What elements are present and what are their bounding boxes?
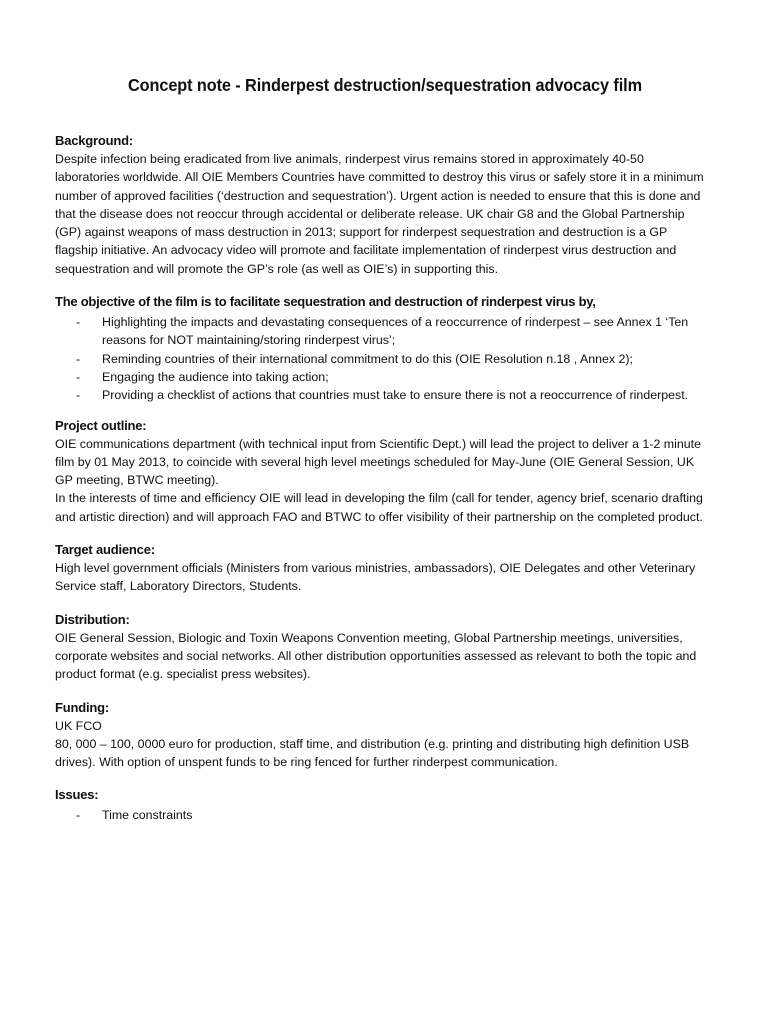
issues-heading: Issues: [55, 787, 99, 803]
dash-bullet: - [76, 369, 81, 384]
funding-heading: Funding: [55, 699, 109, 715]
background-text: Despite infection being eradicated from live animals, rinderpest virus remains stored in approximately 40-50 laboratories worldwide. All OIE Members Countries have committed to destroy this virus or safely store it in a minimum number of approved facilities (‘destruction and sequestration’). Urgent action is needed to ensure that this is done and that the disease does not reoccur through accidental or deliberate release. UK chair G8 and the Global Partnership (GP) against weapons of mass destruction in 2013; support for rinderpest sequestration and destruction is a GP flagship initiative. An advocacy video will promote and facilitate implementation of rinderpest virus destruction and sequestration and will promote the GP’s role (as well as OIE’s) in supporting this. [55, 152, 704, 276]
project-outline-text-2: In the interests of time and efficiency OIE will lead in developing the film (call for tender, agency brief, scenario drafting and artistic direction) and will approach FAO and BTWC to offer visibility of their partnership on the completed product. [55, 491, 703, 524]
list-item: - Highlighting the impacts and devastating consequences of a reoccurrence of rinderpest – see Annex 1 ‘Ten reasons for NOT maintaining/storing rinderpest virus’; [76, 315, 689, 348]
target-audience-text: High level government officials (Ministers from various ministries, ambassadors), OIE Delegates and other Veterinary Service staff, Laboratory Directors, Students. [55, 561, 696, 594]
issues-list [55, 806, 712, 824]
dash-bullet: - [76, 351, 81, 366]
objective-section [55, 293, 712, 404]
project-outline-section [55, 417, 712, 526]
target-audience-heading: Target audience: [55, 542, 155, 558]
distribution-heading: Distribution: [55, 611, 130, 627]
distribution-section [55, 611, 712, 684]
objective-list [55, 313, 712, 404]
funding-section [55, 699, 712, 772]
document-title: Concept note - Rinderpest destruction/sequestration advocacy film [128, 75, 642, 95]
dash-bullet: - [76, 315, 81, 330]
funding-source: UK FCO [55, 718, 102, 733]
project-outline-text-1: OIE communications department (with technical input from Scientific Dept.) will lead the project to deliver a 1-2 minute film by 01 May 2013, to coincide with several high level meetings scheduled for May-June (OIE General Session, UK GP meeting, BTWC meeting). [55, 436, 701, 488]
list-item: - Time constraints [55, 806, 712, 824]
list-item: - Engaging the audience into taking action; [55, 368, 712, 386]
distribution-text: OIE General Session, Biologic and Toxin Weapons Convention meeting, Global Partnership meetings, universities, corporate websites and social networks. All other distribution opportunities assessed as relevant to both the topic and product format (e.g. specialist press websites). [55, 630, 697, 682]
list-item: - Providing a checklist of actions that countries must take to ensure there is not a reoccurrence of rinderpest. [55, 386, 712, 404]
background-section [55, 132, 712, 278]
target-audience-section [55, 541, 712, 596]
list-item: - Reminding countries of their international commitment to do this (OIE Resolution n.18 , Annex 2); [55, 350, 712, 368]
objective-heading: The objective of the film is to facilitate sequestration and destruction of rinderpest virus by, [55, 294, 596, 310]
dash-bullet: - [76, 808, 81, 823]
dash-bullet: - [76, 388, 81, 403]
background-heading: Background: [55, 133, 133, 148]
document-body [55, 132, 712, 825]
funding-text: 80, 000 – 100, 0000 euro for production, staff time, and distribution (e.g. printing and distributing high definition USB drives). With option of unspent funds to be ring fenced for further rinderpest communication. [55, 736, 690, 770]
project-outline-heading: Project outline: [55, 417, 147, 433]
issues-section [55, 786, 712, 824]
